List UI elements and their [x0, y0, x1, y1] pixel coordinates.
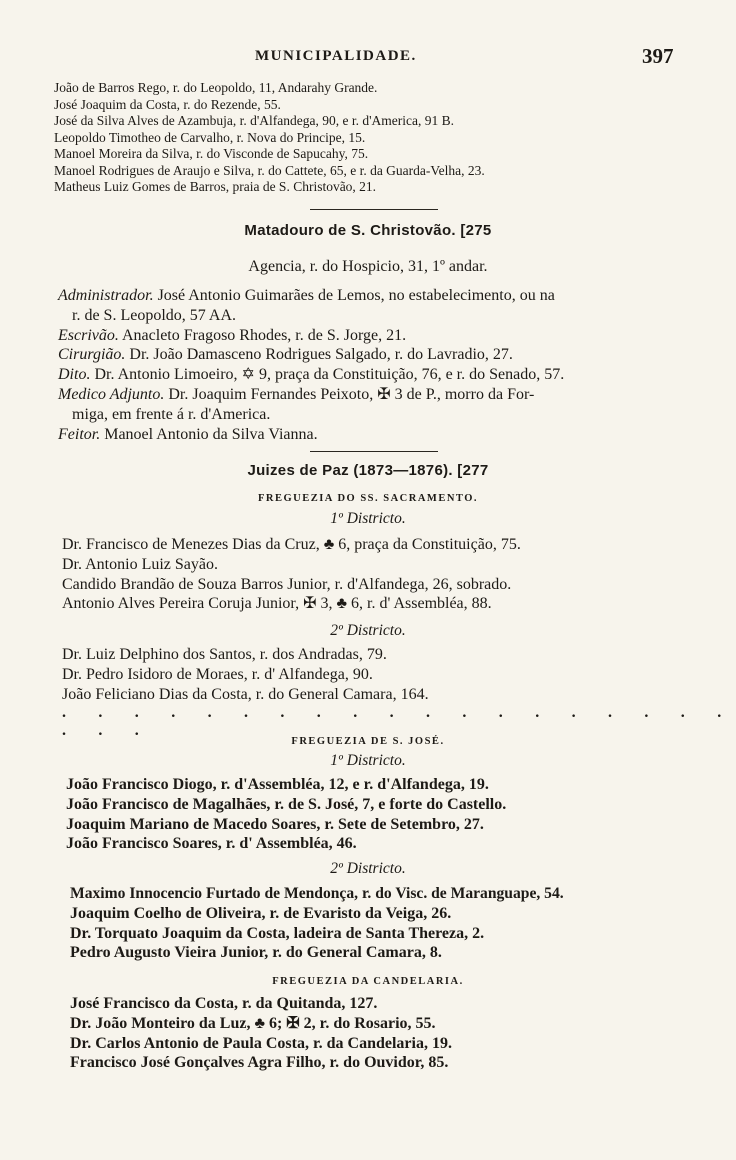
- staff-role: Medico Adjunto.: [58, 385, 165, 403]
- list-item: José Joaquim da Costa, r. do Rezende, 55.: [54, 96, 281, 112]
- staff-entry: [58, 425, 708, 445]
- running-title: MUNICIPALIDADE.: [255, 48, 417, 64]
- parish-heading-candelaria: FREGUEZIA DA CANDELARIA.: [272, 976, 464, 987]
- sacramento-district-2: [62, 645, 712, 704]
- candelaria-list: [70, 994, 720, 1073]
- list-item: João Francisco de Magalhães, r. de S. José, 7, e forte do Castello.: [66, 795, 507, 813]
- list-item: José da Silva Alves de Azambuja, r. d'Alfandega, 90, e r. d'America, 91 B.: [54, 113, 455, 128]
- staff-text: José Antonio Guimarães de Lemos, no estabelecimento, ou na: [157, 287, 555, 304]
- staff-role: Administrador.: [58, 287, 154, 304]
- staff-entry: [58, 365, 708, 385]
- list-item: Dr. Antonio Luiz Sayão.: [62, 555, 218, 573]
- list-item: Leopoldo Timotheo de Carvalho, r. Nova do Principe, 15.: [54, 129, 366, 145]
- list-item: Joaquim Coelho de Oliveira, r. de Evaristo da Veiga, 26.: [70, 904, 452, 922]
- list-item: Dr. Francisco de Menezes Dias da Cruz, ♣ 6, praça da Constituição, 75.: [62, 536, 521, 553]
- list-item: Joaquim Mariano de Macedo Soares, r. Sete de Setembro, 27.: [66, 815, 484, 833]
- district-heading: 1º Districto.: [330, 510, 406, 527]
- staff-entry: [58, 385, 708, 405]
- staff-role: Cirurgião.: [58, 346, 126, 364]
- list-item: Dr. Carlos Antonio de Paula Costa, r. da Candelaria, 19.: [70, 1034, 452, 1052]
- section-divider: [310, 209, 438, 210]
- section-divider: [310, 451, 438, 452]
- staff-entry-continuation: r. de S. Leopoldo, 57 AA.: [72, 306, 236, 324]
- staff-text: Dr. Joaquim Fernandes Peixoto, ✠ 3 de P., morro da For-: [168, 385, 535, 403]
- staff-text: Dr. João Damasceno Rodrigues Salgado, r. do Lavradio, 27.: [129, 346, 513, 364]
- staff-role: Dito.: [58, 366, 91, 384]
- list-item: Antonio Alves Pereira Coruja Junior, ✠ 3, ♣ 6, r. d' Assembléa, 88.: [62, 595, 492, 613]
- list-item: Maximo Innocencio Furtado de Mendonça, r. do Visc. de Maranguape, 54.: [70, 885, 564, 902]
- jose-district-1: [66, 775, 716, 854]
- staff-text: Dr. Antonio Limoeiro, ✡ 9, praça da Constituição, 76, e r. do Senado, 57.: [94, 366, 565, 384]
- staff-entry: [58, 286, 708, 306]
- staff-text: Manoel Antonio da Silva Vianna.: [104, 425, 318, 443]
- list-item: Pedro Augusto Vieira Junior, r. do General Camara, 8.: [70, 944, 442, 962]
- staff-entry: [58, 345, 708, 365]
- staff-role: Escrivão.: [58, 326, 119, 344]
- matadouro-agency: Agencia, r. do Hospicio, 31, 1º andar.: [248, 258, 488, 275]
- staff-role: Feitor.: [58, 425, 101, 443]
- parish-heading-sacramento: FREGUEZIA DO SS. SACRAMENTO.: [257, 493, 479, 504]
- page-header: [0, 44, 736, 74]
- list-item: Candido Brandão de Souza Barros Junior, r. d'Alfandega, 26, sobrado.: [62, 575, 512, 593]
- jose-district-2: [70, 884, 720, 963]
- list-item: Dr. Torquato Joaquim da Costa, ladeira de Santa Thereza, 2.: [70, 924, 485, 942]
- district-heading: 2º Districto.: [330, 622, 406, 639]
- district-heading: 2º Districto.: [330, 860, 406, 877]
- list-item: Dr. João Monteiro da Luz, ♣ 6; ✠ 2, r. do Rosario, 55.: [70, 1014, 436, 1032]
- list-item: Manoel Moreira da Silva, r. do Visconde de Sapucahy, 75.: [54, 146, 369, 161]
- staff-text: Anacleto Fragoso Rhodes, r. de S. Jorge, 21.: [122, 326, 407, 344]
- section-title-matadouro: Matadouro de S. Christovão. [275: [244, 222, 492, 239]
- staff-entry: [58, 326, 708, 346]
- list-item: José Francisco da Costa, r. da Quitanda, 127.: [70, 995, 378, 1012]
- matadouro-staff: [58, 286, 708, 444]
- section-title-juizes: Juizes de Paz (1873—1876). [277: [247, 462, 489, 479]
- page-number: 397: [642, 44, 674, 68]
- omission-dots: . . . . . . . . . . . . . . . . . . . . . .: [62, 704, 736, 739]
- parish-heading-jose: FREGUEZIA DE S. JOSÉ.: [291, 736, 445, 747]
- district-heading: 1º Districto.: [330, 752, 406, 769]
- list-item: João Francisco Soares, r. d' Assembléa, 46.: [66, 835, 357, 853]
- list-item: Dr. Luiz Delphino dos Santos, r. dos Andradas, 79.: [62, 646, 387, 663]
- sacramento-district-1: [62, 535, 712, 614]
- staff-entry-continuation: miga, em frente á r. d'America.: [72, 405, 271, 423]
- continuation-list: [54, 80, 704, 196]
- list-item: Matheus Luiz Gomes de Barros, praia de S. Christovão, 21.: [54, 179, 377, 194]
- list-item: Manoel Rodrigues de Araujo e Silva, r. do Cattete, 65, e r. da Guarda-Velha, 23.: [54, 162, 485, 178]
- list-item: João de Barros Rego, r. do Leopoldo, 11, Andarahy Grande.: [54, 80, 378, 95]
- list-item: João Feliciano Dias da Costa, r. do General Camara, 164.: [62, 685, 429, 703]
- list-item: Francisco José Gonçalves Agra Filho, r. do Ouvidor, 85.: [70, 1054, 449, 1072]
- list-item: João Francisco Diogo, r. d'Assembléa, 12, e r. d'Alfandega, 19.: [66, 776, 489, 793]
- list-item: Dr. Pedro Isidoro de Moraes, r. d' Alfandega, 90.: [62, 665, 373, 683]
